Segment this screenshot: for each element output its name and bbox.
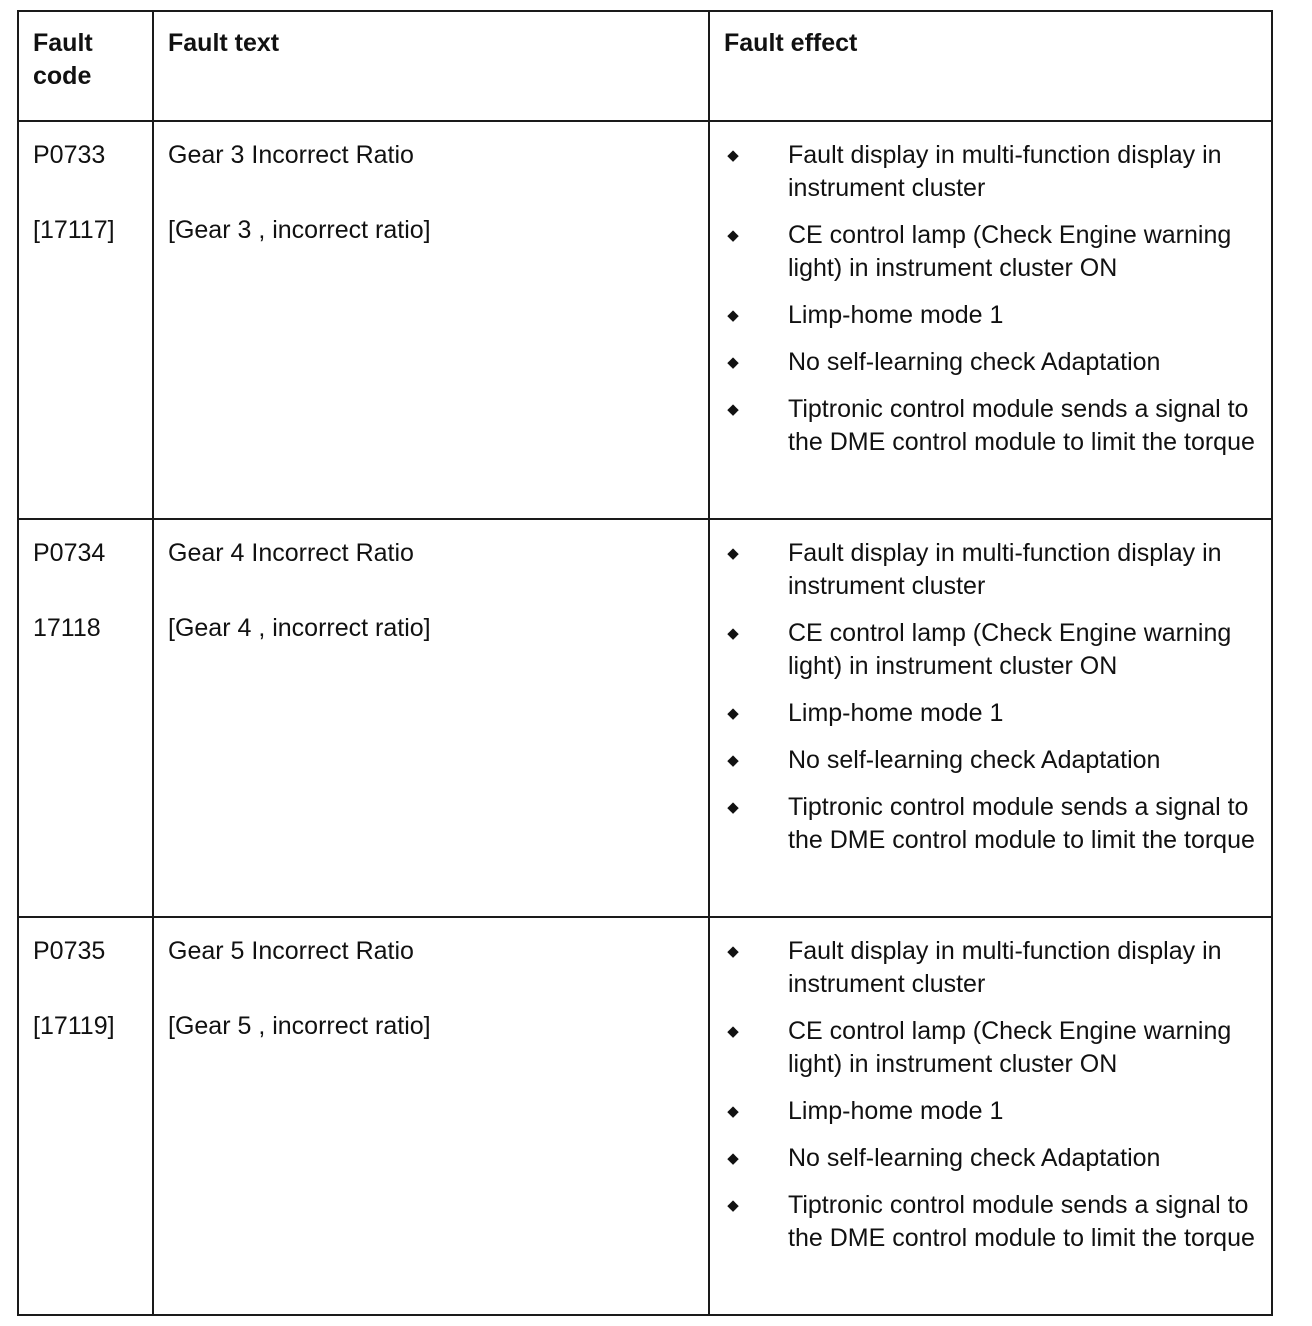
list-item <box>724 346 1257 379</box>
table-row <box>18 121 1272 519</box>
list-item <box>724 299 1257 332</box>
effect-text: CE control lamp (Check Engine warning light) in instrument cluster ON <box>788 1017 1232 1078</box>
effect-text: No self-learning check Adaptation <box>788 1144 1161 1172</box>
fault-code-secondary: [17117] <box>33 216 115 244</box>
diamond-bullet-icon: ◆ <box>727 943 739 960</box>
effect-text: Fault display in multi-function display in instrument cluster <box>788 539 1222 600</box>
list-item <box>724 617 1257 683</box>
fault-code: P0733 <box>33 141 106 169</box>
fault-code: P0734 <box>33 539 106 567</box>
fault-text-secondary: [Gear 4 , incorrect ratio] <box>168 614 431 642</box>
fault-effect-list <box>724 139 1257 459</box>
diamond-bullet-icon: ◆ <box>727 1103 739 1120</box>
diamond-bullet-icon: ◆ <box>727 354 739 371</box>
header-fault-code: Fault code <box>18 11 153 121</box>
list-item <box>724 139 1257 205</box>
fault-code-cell <box>18 917 153 1315</box>
header-fault-text: Fault text <box>153 11 709 121</box>
fault-text-cell <box>153 519 709 917</box>
effect-text: No self-learning check Adaptation <box>788 746 1161 774</box>
effect-text: Fault display in multi-function display in instrument cluster <box>788 141 1222 202</box>
diamond-bullet-icon: ◆ <box>727 401 739 418</box>
fault-code-secondary: [17119] <box>33 1012 115 1040</box>
diamond-bullet-icon: ◆ <box>727 1150 739 1167</box>
list-item <box>724 744 1257 777</box>
fault-effect-cell <box>709 121 1272 519</box>
fault-effect-list <box>724 935 1257 1255</box>
list-item <box>724 393 1257 459</box>
fault-text: Gear 5 Incorrect Ratio <box>168 937 414 965</box>
list-item <box>724 1189 1257 1255</box>
effect-text: Limp-home mode 1 <box>788 301 1004 329</box>
diamond-bullet-icon: ◆ <box>727 752 739 769</box>
diamond-bullet-icon: ◆ <box>727 625 739 642</box>
fault-effect-cell <box>709 519 1272 917</box>
effect-text: No self-learning check Adaptation <box>788 348 1161 376</box>
fault-code-cell <box>18 519 153 917</box>
list-item <box>724 1142 1257 1175</box>
diamond-bullet-icon: ◆ <box>727 307 739 324</box>
list-item <box>724 791 1257 857</box>
diamond-bullet-icon: ◆ <box>727 545 739 562</box>
effect-text: Fault display in multi-function display in instrument cluster <box>788 937 1222 998</box>
fault-text-cell <box>153 917 709 1315</box>
fault-table <box>17 10 1273 1316</box>
list-item <box>724 1015 1257 1081</box>
list-item <box>724 935 1257 1001</box>
diamond-bullet-icon: ◆ <box>727 1197 739 1214</box>
diamond-bullet-icon: ◆ <box>727 227 739 244</box>
fault-text: Gear 4 Incorrect Ratio <box>168 539 414 567</box>
fault-code-cell <box>18 121 153 519</box>
effect-text: Limp-home mode 1 <box>788 1097 1004 1125</box>
header-fault-effect: Fault effect <box>709 11 1272 121</box>
diamond-bullet-icon: ◆ <box>727 705 739 722</box>
effect-text: Limp-home mode 1 <box>788 699 1004 727</box>
table-header-row <box>18 11 1272 121</box>
fault-code: P0735 <box>33 937 106 965</box>
fault-effect-cell <box>709 917 1272 1315</box>
effect-text: Tiptronic control module sends a signal to the DME control module to limit the torque <box>788 1191 1255 1252</box>
fault-text-cell <box>153 121 709 519</box>
fault-text-secondary: [Gear 5 , incorrect ratio] <box>168 1012 431 1040</box>
list-item <box>724 537 1257 603</box>
table-row <box>18 917 1272 1315</box>
effect-text: Tiptronic control module sends a signal to the DME control module to limit the torque <box>788 793 1255 854</box>
diamond-bullet-icon: ◆ <box>727 1023 739 1040</box>
list-item <box>724 697 1257 730</box>
fault-text-secondary: [Gear 3 , incorrect ratio] <box>168 216 431 244</box>
effect-text: Tiptronic control module sends a signal to the DME control module to limit the torque <box>788 395 1255 456</box>
diamond-bullet-icon: ◆ <box>727 799 739 816</box>
table-row <box>18 519 1272 917</box>
diamond-bullet-icon: ◆ <box>727 147 739 164</box>
fault-effect-list <box>724 537 1257 857</box>
list-item <box>724 219 1257 285</box>
effect-text: CE control lamp (Check Engine warning light) in instrument cluster ON <box>788 619 1232 680</box>
effect-text: CE control lamp (Check Engine warning light) in instrument cluster ON <box>788 221 1232 282</box>
fault-code-secondary: 17118 <box>33 614 101 642</box>
list-item <box>724 1095 1257 1128</box>
fault-text: Gear 3 Incorrect Ratio <box>168 141 414 169</box>
